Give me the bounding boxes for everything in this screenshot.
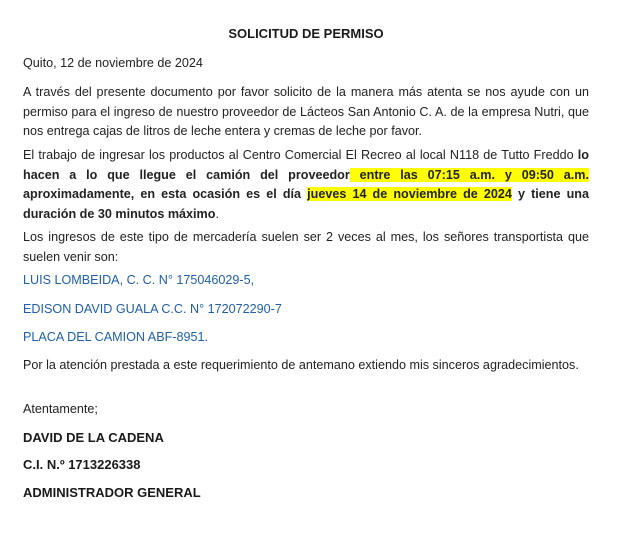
paragraph-schedule: [23, 146, 589, 224]
highlighted-date: jueves 14 de noviembre de 2024: [307, 187, 512, 201]
paragraph-intro: A través del presente documento por favor solicito de la manera más atenta se nos ayude con un permiso para el ingreso de nuestro proveedor de Lácteos San Antonio C. A. de la empresa Nutri, que nos entrega cajas de litros de leche entera y cremas de leche por favor.: [23, 85, 589, 138]
transporter-line-2: EDISON DAVID GUALA C.C. N° 172072290-7: [23, 302, 282, 316]
paragraph-thanks: Por la atención prestada a este requerimiento de antemano extiendo mis sinceros agradecimientos.: [23, 358, 579, 372]
signature-role: ADMINISTRADOR GENERAL: [23, 485, 201, 500]
signature-id: C.I. N.º 1713226338: [23, 457, 141, 472]
place-date: Quito, 12 de noviembre de 2024: [23, 56, 203, 70]
document-title: SOLICITUD DE PERMISO: [228, 26, 384, 41]
truck-plate-line: PLACA DEL CAMION ABF-8951.: [23, 330, 209, 344]
closing-text: Atentamente;: [23, 402, 98, 416]
schedule-intro-text: El trabajo de ingresar los productos al Centro Comercial El Recreo al local N118 de Tutto Freddo: [23, 148, 578, 162]
highlighted-time-range: entre las 07:15 a.m. y 09:50 a.m.: [349, 167, 589, 182]
transporter-line-1: LUIS LOMBEIDA, C. C. N° 175046029-5,: [23, 273, 255, 287]
schedule-bold-text: lo hacen a lo que llegue el camión del proveedor: [23, 148, 589, 182]
schedule-end-period: .: [215, 206, 219, 221]
paragraph-transport-info: Los ingresos de este tipo de mercadería suelen ser 2 veces al mes, los señores transportista que suelen venir son:: [23, 230, 589, 264]
schedule-bold-text-3: y tiene una duración de 30 minutos máximo: [23, 187, 589, 221]
signature-name: DAVID DE LA CADENA: [23, 430, 164, 445]
schedule-bold-text-2: aproximadamente, en esta ocasión es el día: [23, 187, 308, 201]
